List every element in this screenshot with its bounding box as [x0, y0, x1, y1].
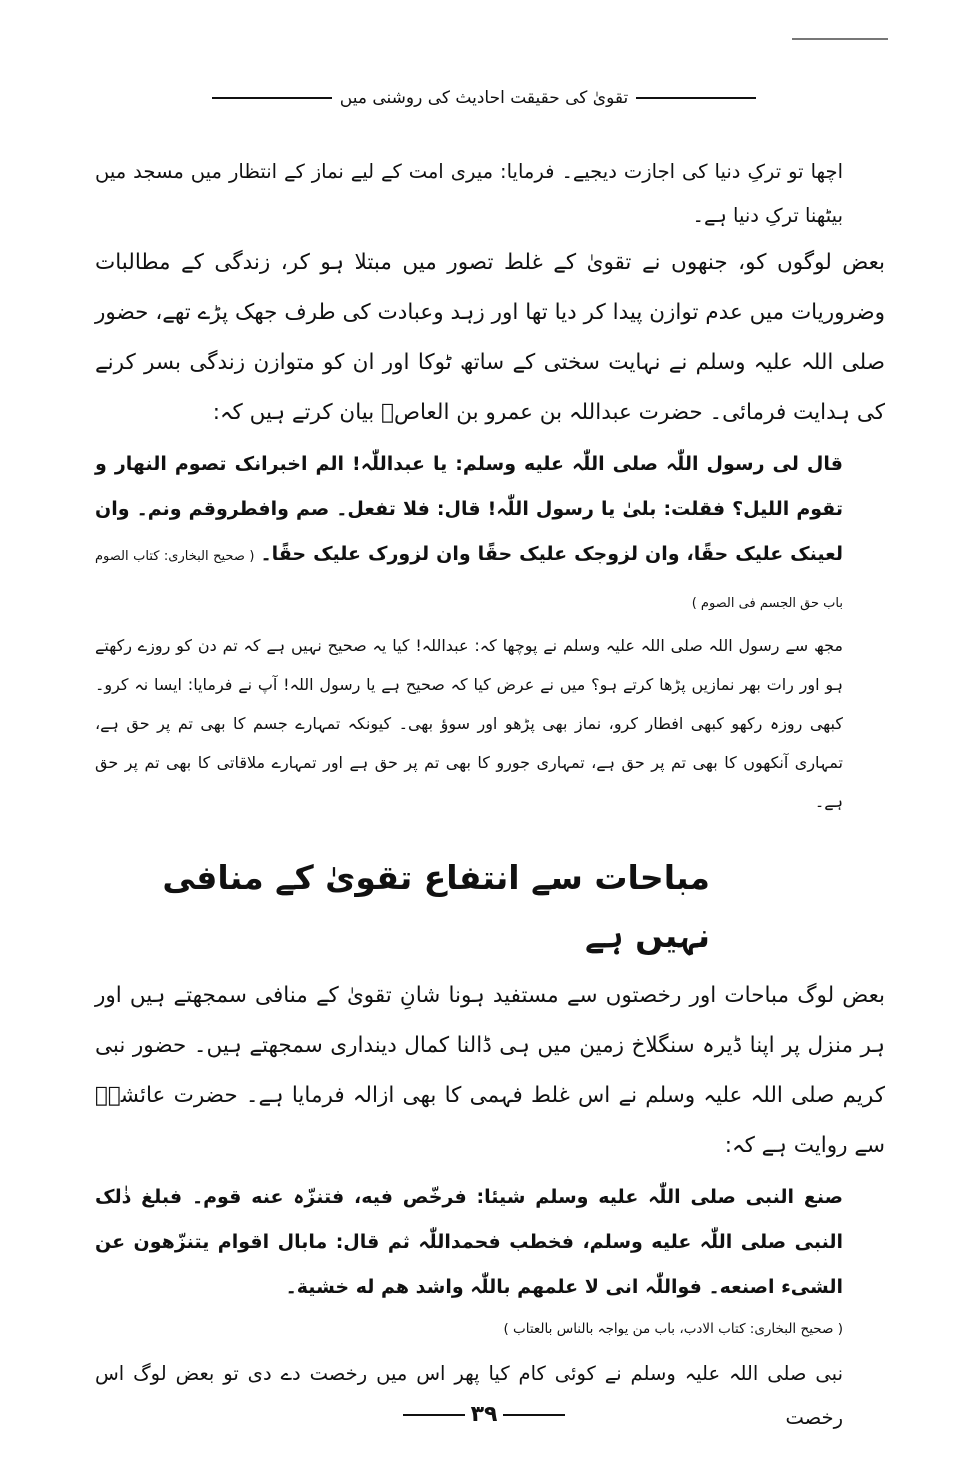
body-paragraph: نبی صلی اللہ علیہ وسلم نے کوئی کام کیا پھر اس میں رخصت دے دی تو بعض لوگ اس رخصت	[95, 1362, 843, 1429]
urdu-translation: مجھ سے رسول اللہ صلی اللہ علیہ وسلم نے پوچھا کہ: عبداللہ! کیا یہ صحیح نہیں ہے کہ تم دن کو روزے رکھتے ہو اور رات بھر نمازیں پڑھا کرتے ہو؟ میں نے عرض کیا کہ صحیح ہے یا رسول اللہ! آپ نے فرمایا: ایسا نہ کرو۔ کبھی روزہ رکھو کبھی افطار کرو، نماز بھی پڑھو اور سوؤ بھی۔ کیونکہ تمہارے جسم کا بھی تم پر حق ہے، تمہاری آنکھوں کا بھی تم پر حق ہے، تمہاری جورو کا بھی تم پر حق ہے اور تمہارے ملاقاتی کا بھی تم پر حق ہے۔	[95, 636, 843, 811]
arabic-hadith-text: قال لی رسول اللّٰہ صلی اللّٰہ علیه وسلم: یا عبداللّٰہ! الم اخبرانک تصوم النھار و تقوم اللیل؟ فقلت: بلیٰ یا رسول اللّٰہ! قال: فلا تفعل۔ صم وافطروقم ونم۔ وان لعینک علیک حقًا، وان لزوجک علیک حقًا وان لزورک علیک حقًا۔	[95, 453, 843, 565]
running-header	[0, 88, 968, 108]
header-rule-right	[636, 97, 756, 99]
hadith-citation: ( صحیح البخاری: کتاب الادب، باب من یواجہ بالناس بالعتاب )	[503, 1321, 843, 1337]
running-title: تقویٰ کی حقیقت احادیث کی روشنی میں	[339, 88, 629, 108]
body-paragraph: بعض لوگ مباحات اور رخصتوں سے مستفید ہونا شانِ تقویٰ کے منافی سمجھتے ہیں اور ہر منزل پر اپنا ڈیرہ سنگلاخ زمین میں ہی ڈالنا کمال دینداری سمجھتے ہیں۔ حضور نبی کریم صلی اللہ علیہ وسلم نے اس غلط فہمی کا بھی ازالہ فرمایا ہے۔ حضرت عائشہؓ سے روایت ہے کہ:	[95, 983, 885, 1158]
body-paragraph: بعض لوگوں کو، جنھوں نے تقویٰ کے غلط تصور میں مبتلا ہو کر، زندگی کے مطالبات وضروریات میں عدم توازن پیدا کر دیا تھا اور زہد وعبادت کی طرف جھک پڑے تھے، حضور صلی اللہ علیہ وسلم نے نہایت سختی کے ساتھ ٹوکا اور ان کو متوازن زندگی بسر کرنے کی ہدایت فرمائی۔ حضرت عبداللہ بن عمرو بن العاصؓ بیان کرتے ہیں کہ:	[95, 250, 885, 425]
page-number: ۳۹	[470, 1402, 498, 1427]
section-heading: مباحات سے انتفاع تقویٰ کے منافی نہیں ہے	[162, 858, 710, 955]
footer-rule-left	[403, 1414, 465, 1416]
scan-artifact-line	[792, 38, 888, 40]
footer-rule-right	[503, 1414, 565, 1416]
page-body	[95, 150, 885, 1440]
header-rule-left	[212, 97, 332, 99]
body-paragraph: اچھا تو ترکِ دنیا کی اجازت دیجیے۔ فرمایا: میری امت کے لیے نماز کے انتظار میں مسجد میں بیٹھنا ترکِ دنیا ہے۔	[95, 160, 843, 227]
arabic-hadith-quote	[95, 442, 843, 626]
hadith-citation: ( صحیح البخاری: کتاب الصوم باب حق الجسم فی الصوم )	[95, 549, 843, 611]
page-footer	[0, 1402, 968, 1427]
arabic-hadith-quote: صنع النبی صلی اللّٰہ علیه وسلم شیئا: فرخّص فیه، فتنزّہ عنه قوم۔ فبلغ ذٰلک النبی صلی اللّٰہ علیه وسلم، فخطب فحمداللّٰہ ثم قال: مابال اقوام یتنزّھون عن الشیء اصنعه۔ فواللّٰہ انی لا علمھم باللّٰہ واشد ھم له خشیة۔	[95, 1186, 843, 1298]
